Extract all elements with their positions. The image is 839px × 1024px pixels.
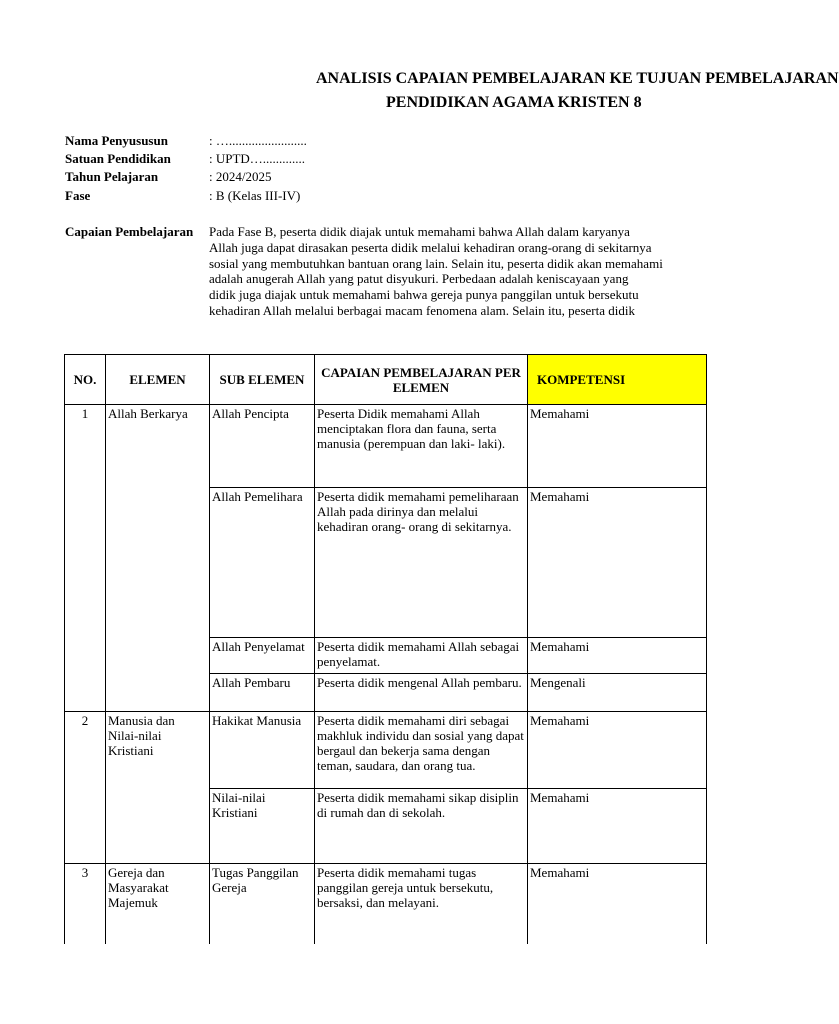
capaian-line: Allah juga dapat dirasakan peserta didik melalui kehadiran orang-orang di sekitarnya	[209, 240, 652, 255]
cell-sub-elemen: Allah Pembaru	[210, 674, 315, 712]
capaian-line: kehadiran Allah melalui berbagai macam fenomena alam. Selain itu, peserta didik	[209, 303, 635, 318]
cell-kompetensi: Memahami	[528, 488, 707, 638]
cell-no: 3	[65, 864, 106, 945]
document-subtitle: PENDIDIKAN AGAMA KRISTEN 8	[386, 94, 642, 111]
capaian-line: sosial yang membutuhkan bantuan orang lain. Selain itu, peserta didik akan memahami	[209, 256, 663, 271]
meta-label-tahun: Tahun Pelajaran	[65, 169, 159, 184]
cell-capaian: Peserta Didik memahami Allah menciptakan flora dan fauna, serta manusia (perempuan dan laki- laki).	[315, 405, 528, 488]
meta-value-penyusun: : …........................	[209, 133, 307, 148]
cell-elemen: Allah Berkarya	[106, 405, 210, 712]
cell-no: 1	[65, 405, 106, 712]
capaian-line: didik juga diajak untuk memahami bahwa gereja punya panggilan untuk bersekutu	[209, 287, 639, 302]
table-row	[65, 405, 707, 488]
cell-capaian: Peserta didik memahami diri sebagai makhluk individu dan sosial yang dapat bergaul dan bekerja sama dengan teman, saudara, dan orang tua.	[315, 712, 528, 789]
capaian-line: Pada Fase B, peserta didik diajak untuk memahami bahwa Allah dalam karyanya	[209, 224, 630, 239]
cell-sub-elemen: Nilai-nilai Kristiani	[210, 789, 315, 864]
cell-kompetensi: Memahami	[528, 864, 707, 945]
cell-capaian: Peserta didik memahami sikap disiplin di rumah dan di sekolah.	[315, 789, 528, 864]
header-no: NO.	[65, 355, 106, 405]
table-header-row	[65, 355, 707, 405]
table-row	[65, 864, 707, 945]
header-elemen: ELEMEN	[106, 355, 210, 405]
meta-value-fase: : B (Kelas III-IV)	[209, 188, 301, 203]
cell-kompetensi: Memahami	[528, 405, 707, 488]
capaian-label: Capaian Pembelajaran	[65, 224, 194, 239]
cell-kompetensi: Memahami	[528, 712, 707, 789]
capaian-line: adalah anugerah Allah yang patut disyukuri. Perbedaan adalah keniscayaan yang	[209, 271, 629, 286]
header-capaian: CAPAIAN PEMBELAJARAN PER ELEMEN	[315, 355, 528, 405]
cell-kompetensi: Memahami	[528, 638, 707, 674]
cell-capaian: Peserta didik memahami tugas panggilan gereja untuk bersekutu, bersaksi, dan melayani.	[315, 864, 528, 945]
cell-capaian: Peserta didik mengenal Allah pembaru.	[315, 674, 528, 712]
cell-kompetensi: Mengenali	[528, 674, 707, 712]
cell-capaian: Peserta didik memahami pemeliharaan Allah pada dirinya dan melalui kehadiran orang- orang di sekitarnya.	[315, 488, 528, 638]
cell-sub-elemen: Hakikat Manusia	[210, 712, 315, 789]
header-kompetensi: KOMPETENSI	[528, 355, 707, 405]
cell-kompetensi: Memahami	[528, 789, 707, 864]
cell-sub-elemen: Allah Pencipta	[210, 405, 315, 488]
cell-sub-elemen: Tugas Panggilan Gereja	[210, 864, 315, 945]
cell-elemen: Gereja dan Masyarakat Majemuk	[106, 864, 210, 945]
analysis-table	[64, 354, 707, 944]
document-title: ANALISIS CAPAIAN PEMBELAJARAN KE TUJUAN PEMBELAJARAN	[316, 70, 839, 87]
meta-value-satuan: : UPTD….............	[209, 151, 306, 166]
header-sub-elemen: SUB ELEMEN	[210, 355, 315, 405]
table-row	[65, 712, 707, 789]
meta-label-satuan: Satuan Pendidikan	[65, 151, 171, 166]
cell-sub-elemen: Allah Pemelihara	[210, 488, 315, 638]
cell-sub-elemen: Allah Penyelamat	[210, 638, 315, 674]
meta-label-fase: Fase	[65, 188, 91, 203]
meta-value-tahun: : 2024/2025	[209, 169, 272, 184]
cell-no: 2	[65, 712, 106, 864]
cell-elemen: Manusia dan Nilai-nilai Kristiani	[106, 712, 210, 864]
meta-label-penyusun: Nama Penyususun	[65, 133, 168, 148]
cell-capaian: Peserta didik memahami Allah sebagai penyelamat.	[315, 638, 528, 674]
